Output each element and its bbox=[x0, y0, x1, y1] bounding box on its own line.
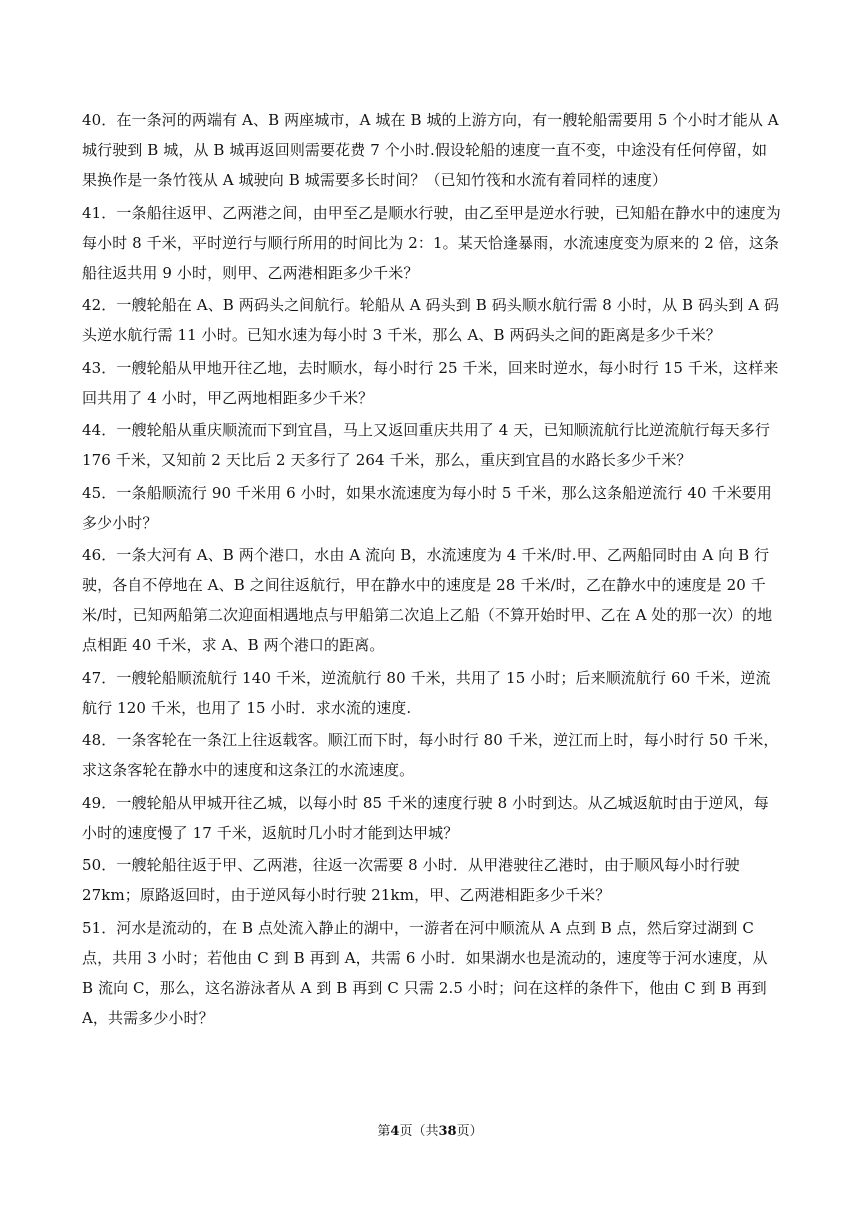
problem-text: 一艘轮船从重庆顺流而下到宜昌，马上又返回重庆共用了 4 天，已知顺流航行比逆流航行每天多行 176 千米，又知前 2 天比后 2 天多行了 264 千米，那么，重庆到宜昌的水路长多少千米？ bbox=[82, 421, 770, 469]
problem-text: 一艘轮船从甲地开往乙地，去时顺水，每小时行 25 千米，回来时逆水，每小时行 15 千米，这样来回共用了 4 小时，甲乙两地相距多少千米？ bbox=[82, 358, 779, 407]
problem-48 bbox=[82, 725, 782, 785]
problem-number: 43． bbox=[82, 358, 117, 377]
problem-text: 一条大河有 A、B 两个港口，水由 A 流向 B，水流速度为 4 千米/时.甲、乙两船同时由 A 向 B 行驶，各自不停地在 A、B 之间往返航行，甲在静水中的速度是 28 千米/时，乙在静水中的速度是 20 千米/时，已知两船第二次迎面相遇地点与甲船第二次追上乙船（不算开始时甲、乙在 A 处的那一次）的地点相距 40 千米，求 A、B 两个港口的距离。 bbox=[82, 546, 773, 654]
footer-middle: 页（共 bbox=[399, 1124, 439, 1139]
problem-list bbox=[82, 105, 782, 1033]
problem-number: 44． bbox=[82, 421, 117, 439]
page-footer bbox=[0, 1120, 860, 1139]
problem-text: 一艘轮船顺流航行 140 千米，逆流航行 80 千米，共用了 15 小时；后来顺流航行 60 千米，逆流航行 120 千米，也用了 15 小时．求水流的速度. bbox=[82, 668, 771, 717]
problem-40 bbox=[82, 105, 782, 195]
problem-text: 一艘轮船往返于甲、乙两港，往返一次需要 8 小时．从甲港驶往乙港时，由于顺风每小时行驶 27km；原路返回时，由于逆风每小时行驶 21km，甲、乙两港相距多少千米？ bbox=[82, 856, 740, 904]
footer-prefix: 第 bbox=[377, 1124, 391, 1139]
problem-46 bbox=[82, 540, 782, 660]
problem-text: 在一条河的两端有 A、B 两座城市，A 城在 B 城的上游方向，有一艘轮船需要用 5 个小时才能从 A 城行驶到 B 城，从 B 城再返回则需要花费 7 个小时.假设轮船的速度一直不变，中途没有任何停留，如果换作是一条竹筏从 A 城驶向 B 城需要多长时间？（已知竹筏和水流有着同样的速度） bbox=[82, 111, 779, 189]
problem-text: 河水是流动的，在 B 点处流入静止的湖中，一游者在河中顺流从 A 点到 B 点，然后穿过湖到 C 点，共用 3 小时；若他由 C 到 B 再到 A，共需 6 小时．如果湖水也是流动的，速度等于河水速度，从 B 流向 C，那么，这名游泳者从 A 到 B 再到 C 只需 2.5 小时；问在这样的条件下，他由 C 到 B 再到 A，共需多少小时？ bbox=[82, 918, 768, 1027]
footer-suffix: 页） bbox=[456, 1124, 483, 1139]
problem-45 bbox=[82, 478, 782, 538]
problem-49 bbox=[82, 788, 782, 848]
problem-text: 一条船往返甲、乙两港之间，由甲至乙是顺水行驶，由乙至甲是逆水行驶，已知船在静水中的速度为每小时 8 千米，平时逆行与顺行所用的时间比为 2：1。某天恰逢暴雨，水流速度变为原来的 2 倍，这条船往返共用 9 小时，则甲、乙两港相距多少千米？ bbox=[82, 203, 781, 282]
problem-number: 41． bbox=[82, 203, 117, 222]
total-pages-number: 38 bbox=[438, 1124, 457, 1139]
problem-44 bbox=[82, 415, 782, 475]
problem-number: 42． bbox=[82, 296, 117, 314]
problem-50 bbox=[82, 850, 782, 910]
problem-number: 40． bbox=[82, 111, 117, 129]
problem-text: 一条客轮在一条江上往返载客。顺江而下时，每小时行 80 千米，逆江而上时，每小时行 50 千米，求这条客轮在静水中的速度和这条江的水流速度。 bbox=[82, 731, 779, 779]
problem-text: 一艘轮船在 A、B 两码头之间航行。轮船从 A 码头到 B 码头顺水航行需 8 小时，从 B 码头到 A 码头逆水航行需 11 小时。已知水速为每小时 3 千米，那么 A、B 两码头之间的距离是多少千米？ bbox=[82, 296, 780, 344]
problem-number: 47． bbox=[82, 668, 117, 687]
current-page-number: 4 bbox=[390, 1124, 400, 1139]
problem-47 bbox=[82, 663, 782, 723]
problem-number: 49． bbox=[82, 793, 117, 812]
problem-number: 46． bbox=[82, 546, 117, 564]
problem-51 bbox=[82, 913, 782, 1033]
problem-number: 51． bbox=[82, 918, 117, 937]
problem-42 bbox=[82, 290, 782, 350]
problem-text: 一艘轮船从甲城开往乙城，以每小时 85 千米的速度行驶 8 小时到达。从乙城返航时由于逆风，每小时的速度慢了 17 千米，返航时几小时才能到达甲城？ bbox=[82, 793, 769, 842]
problem-41 bbox=[82, 198, 782, 288]
problem-number: 48． bbox=[82, 731, 117, 749]
problem-43 bbox=[82, 353, 782, 413]
problem-text: 一条船顺流行 90 千米用 6 小时，如果水流速度为每小时 5 千米，那么这条船逆流行 40 千米要用多少小时？ bbox=[82, 483, 772, 532]
problem-number: 45． bbox=[82, 483, 117, 502]
problem-number: 50． bbox=[82, 856, 117, 874]
